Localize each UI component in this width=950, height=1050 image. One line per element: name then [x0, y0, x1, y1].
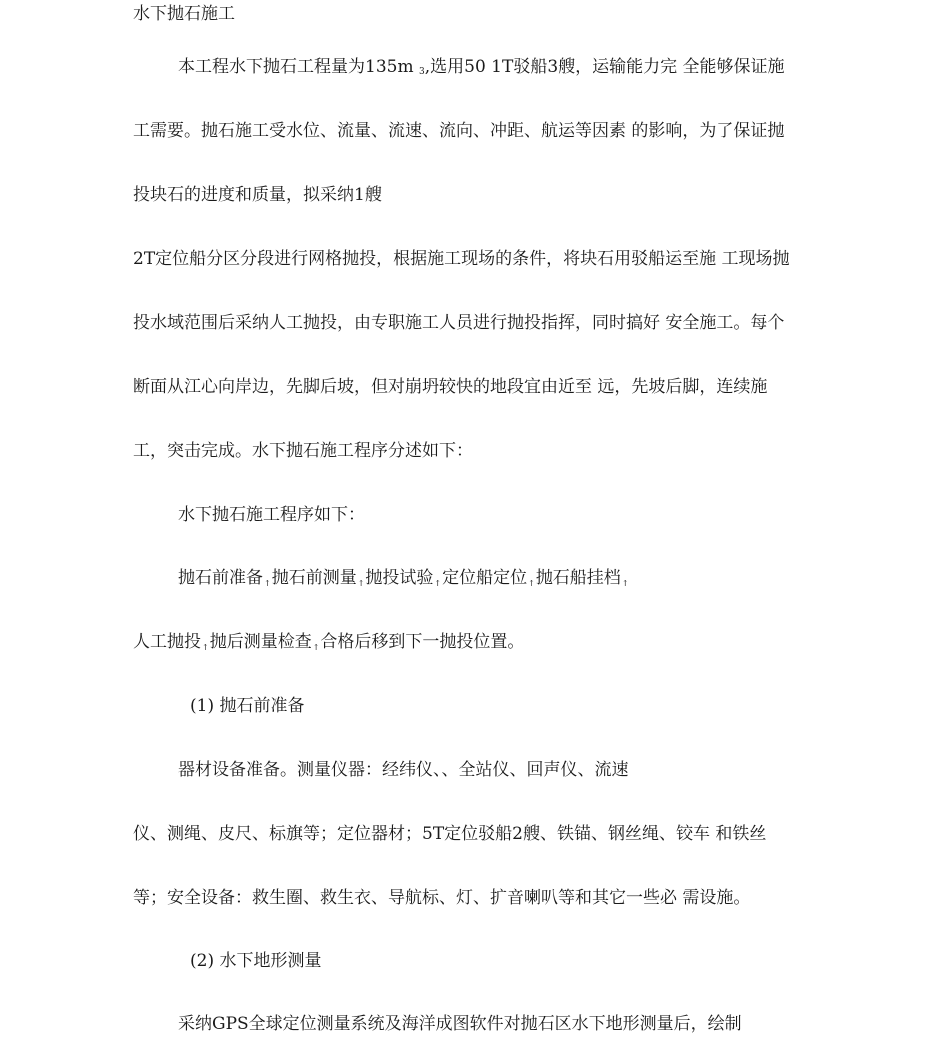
procedure-step: 抛石前准备 [178, 568, 263, 588]
procedure-flow-line [178, 567, 630, 595]
paragraph-line: 断面从江心向岸边，先脚后坡，但对崩坍较快的地段宜由近至 远，先坡后脚，连续施 [133, 377, 768, 397]
paragraph-line: 工需要。抛石施工受水位、流量、流速、流向、冲距、航运等因素 的影响，为了保证抛 [133, 121, 785, 141]
superscript-unit: 3 [418, 67, 425, 77]
text-segment: ,选用50 1T驳船3艘，运输能力完 全能够保证施 [424, 57, 785, 77]
paragraph-line: 等；安全设备：救生圈、救生衣、导航标、灯、扩音喇叭等和其它一些必 需设施。 [133, 888, 751, 908]
procedure-step: 定位船定位 [442, 568, 528, 588]
text-segment: 本工程水下抛石工程量为135m [178, 57, 419, 77]
section-heading: (2) 水下地形测量 [190, 951, 322, 971]
flow-arrow-icon: ↑ [621, 579, 629, 588]
paragraph-line: 工，突击完成。水下抛石施工程序分述如下： [133, 441, 473, 461]
flow-arrow-icon: ↑ [434, 579, 442, 588]
procedure-flow-line [133, 631, 524, 659]
paragraph-line: 2T定位船分区分段进行网格抛投，根据施工现场的条件，将块石用驳船运至施 工现场抛 [133, 249, 790, 269]
paragraph-line: 采纳GPS全球定位测量系统及海洋成图软件对抛石区水下地形测量后，绘制 [178, 1014, 742, 1034]
procedure-step: 抛后测量检查 [209, 632, 312, 652]
flow-arrow-icon: ↑ [528, 579, 535, 588]
procedure-heading: 水下抛石施工程序如下： [178, 505, 365, 525]
paragraph-line: 投块石的进度和质量，拟采纳1艘 [133, 185, 382, 205]
document-title: 水下抛石施工 [133, 4, 235, 24]
paragraph-line: 器材设备准备。测量仪器：经纬仪、、全站仪、回声仪、流速 [178, 760, 629, 780]
procedure-step: 人工抛投 [133, 632, 201, 652]
section-heading: (1) 抛石前准备 [190, 696, 305, 716]
procedure-step: 抛石船挂档 [535, 568, 621, 588]
flow-arrow-icon: ↑ [202, 643, 209, 652]
flow-arrow-icon: ↑ [312, 643, 320, 652]
paragraph-line: 投水域范围后采纳人工抛投，由专职施工人员进行抛投指挥，同时搞好 安全施工。每个 [133, 313, 785, 333]
procedure-step: 抛投试验 [365, 568, 434, 588]
flow-arrow-icon: ↑ [357, 579, 365, 588]
procedure-step: 合格后移到下一抛投位置。 [320, 632, 525, 652]
paragraph-line [178, 56, 785, 83]
paragraph-line: 仪、测绳、皮尺、标旗等；定位器材；5T定位驳船2艘、铁锚、钢丝绳、铰车 和铁丝 [133, 824, 767, 844]
flow-arrow-icon: ↑ [264, 579, 271, 588]
procedure-step: 抛石前测量 [271, 568, 357, 588]
